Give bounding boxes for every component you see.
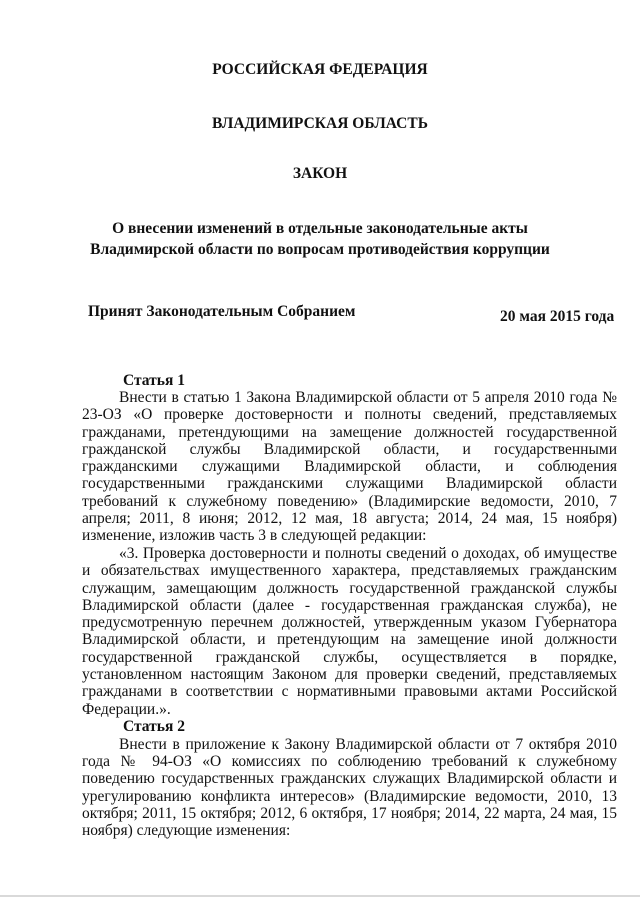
adopted-by: Принят Законодательным Собранием	[88, 303, 356, 320]
adoption-date: 20 мая 2015 года	[500, 308, 615, 325]
country-heading: РОССИЙСКАЯ ФЕДЕРАЦИЯ	[212, 61, 428, 78]
law-title-line-2: Владимирской области по вопросам противодействия коррупции	[90, 241, 550, 258]
article-1-intro: Внести в статью 1 Закона Владимирской области от 5 апреля 2010 года № 23-ОЗ «О проверке достоверности и полноты сведений, представляемых гражданами, претендующими на замещение должностей государственной гражданской службы Владимирской области, и государственными гражданскими служащими Владимирской области, и соблюдения государственными гражданскими служащими Владимирской области требований к служебному поведению» (Владимирские ведомости, 2010, 7 апреля; 2011, 8 июня; 2012, 12 мая, 18 августа; 2014, 24 мая, 15 ноября) изменение, изложив часть 3 в следующей редакции:	[82, 389, 617, 545]
scan-edge	[0, 895, 640, 897]
article-2-heading: Статья 2	[123, 718, 185, 735]
doc-type-heading: ЗАКОН	[292, 165, 348, 182]
article-1-heading: Статья 1	[123, 372, 185, 389]
law-title	[0, 218, 640, 260]
region-heading: ВЛАДИМИРСКАЯ ОБЛАСТЬ	[212, 115, 428, 132]
article-2-intro: Внести в приложение к Закону Владимирской области от 7 октября 2010 года № 94-ОЗ «О комиссиях по соблюдению требований к служебному поведению государственных гражданских служащих Владимирской области и урегулированию конфликта интересов» (Владимирские ведомости, 2010, 13 октября; 2011, 15 октября; 2012, 6 октября, 17 ноября; 2014, 22 марта, 24 мая, 15 ноября) следующие изменения:	[82, 736, 617, 840]
law-title-line-1: О внесении изменений в отдельные законодательные акты	[112, 220, 528, 237]
article-1-quote: «3. Проверка достоверности и полноты сведений о доходах, об имуществе и обязательствах имущественного характера, представляемых гражданским служащим, замещающим должность государственной гражданской службы Владимирской области (далее - государственная гражданская служба), не предусмотренную перечнем должностей, утвержденным указом Губернатора Владимирской области, и претендующим на замещение иной должности государственной гражданской службы, осуществляется в порядке, установленном настоящим Законом для проверки сведений, представляемых гражданами в соответствии с нормативными правовыми актами Российской Федерации.».	[82, 545, 617, 718]
